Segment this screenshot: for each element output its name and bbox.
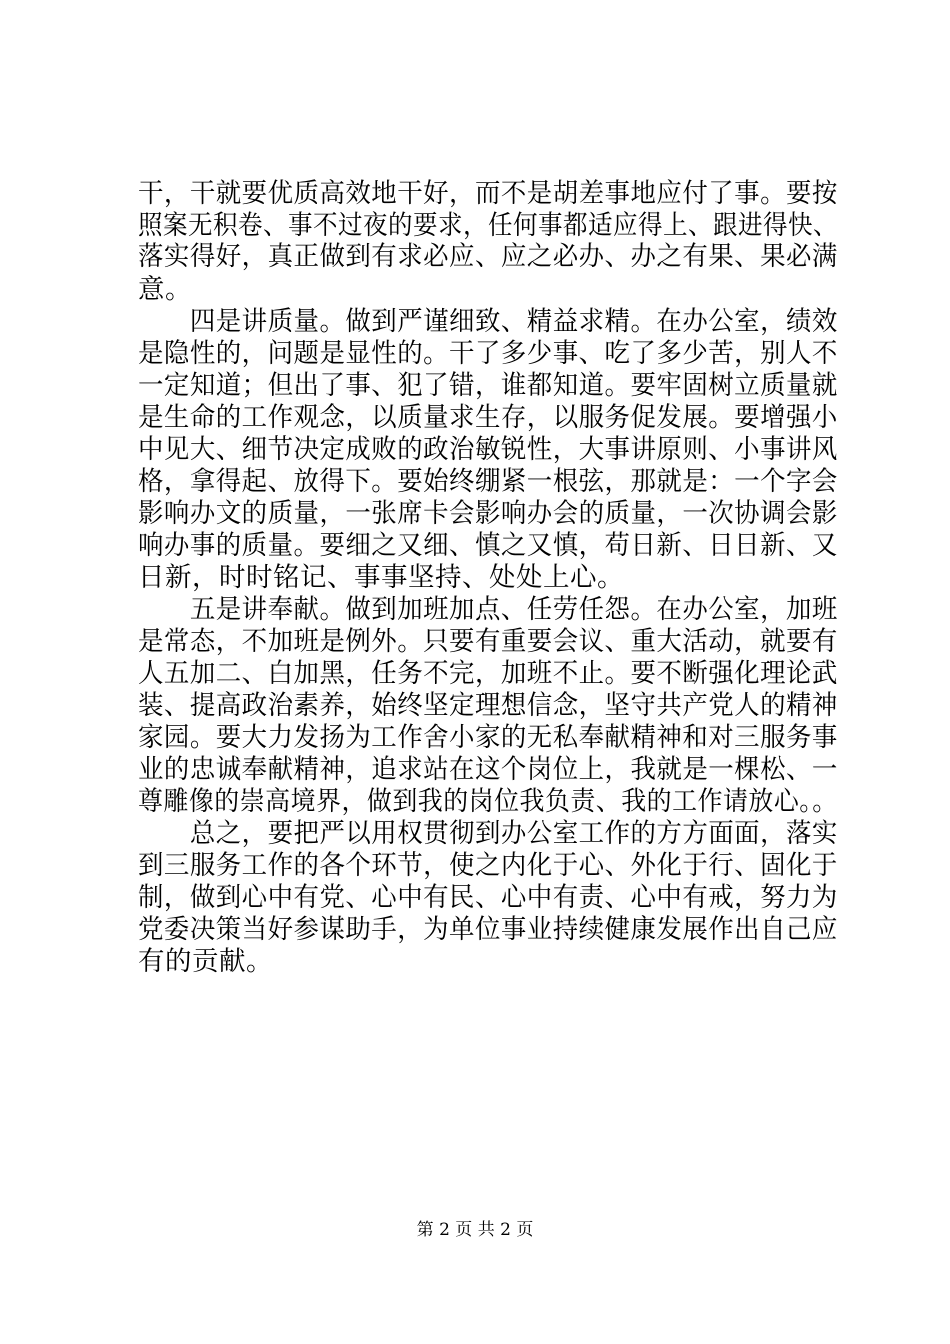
text-line: 响办事的质量。要细之又细、慎之又慎，苟日新、日日新、又 bbox=[138, 530, 838, 561]
text-line: 中见大、细节决定成败的政治敏锐性，大事讲原则、小事讲风 bbox=[138, 434, 838, 465]
text-line: 格，拿得起、放得下。要始终绷紧一根弦，那就是：一个字会 bbox=[138, 466, 838, 497]
text-line: 业的忠诚奉献精神，追求站在这个岗位上，我就是一棵松、一 bbox=[138, 754, 838, 785]
text-line: 五是讲奉献。做到加班加点、任劳任怨。在办公室，加班 bbox=[138, 594, 838, 625]
text-line: 照案无积卷、事不过夜的要求，任何事都适应得上、跟进得快、 bbox=[138, 210, 839, 241]
text-line: 总之，要把严以用权贯彻到办公室工作的方方面面，落实 bbox=[138, 818, 838, 849]
text-line: 人五加二、白加黑，任务不完，加班不止。要不断强化理论武 bbox=[138, 658, 838, 689]
text-line: 装、提高政治素养，始终坚定理想信念，坚守共产党人的精神 bbox=[138, 690, 838, 721]
text-line: 是常态，不加班是例外。只要有重要会议、重大活动，就要有 bbox=[138, 626, 838, 657]
text-line: 四是讲质量。做到严谨细致、精益求精。在办公室，绩效 bbox=[138, 306, 838, 337]
text-line: 有的贡献。 bbox=[138, 946, 273, 977]
text-line: 到三服务工作的各个环节，使之内化于心、外化于行、固化于 bbox=[138, 850, 838, 881]
text-line: 党委决策当好参谋助手，为单位事业持续健康发展作出自己应 bbox=[138, 914, 838, 945]
text-line: 制，做到心中有党、心中有民、心中有责、心中有戒，努力为 bbox=[138, 882, 838, 913]
text-line: 一定知道；但出了事、犯了错，谁都知道。要牢固树立质量就 bbox=[138, 370, 838, 401]
text-line: 是隐性的，问题是显性的。干了多少事、吃了多少苦，别人不 bbox=[138, 338, 838, 369]
text-line: 家园。要大力发扬为工作舍小家的无私奉献精神和对三服务事 bbox=[138, 722, 838, 753]
text-line: 意。 bbox=[138, 274, 192, 305]
text-line: 尊雕像的崇高境界，做到我的岗位我负责、我的工作请放心。。 bbox=[138, 786, 838, 817]
text-line: 干，干就要优质高效地干好，而不是胡差事地应付了事。要按 bbox=[138, 178, 838, 209]
text-line: 影响办文的质量，一张席卡会影响办会的质量，一次协调会影 bbox=[138, 498, 838, 529]
text-line: 是生命的工作观念，以质量求生存，以服务促发展。要增强小 bbox=[138, 402, 838, 433]
text-line: 日新，时时铭记、事事坚持、处处上心。 bbox=[138, 562, 624, 593]
text-line: 落实得好，真正做到有求必应、应之必办、办之有果、果必满 bbox=[138, 241, 838, 272]
page-footer: 第 2 页 共 2 页 bbox=[416, 1220, 534, 1240]
